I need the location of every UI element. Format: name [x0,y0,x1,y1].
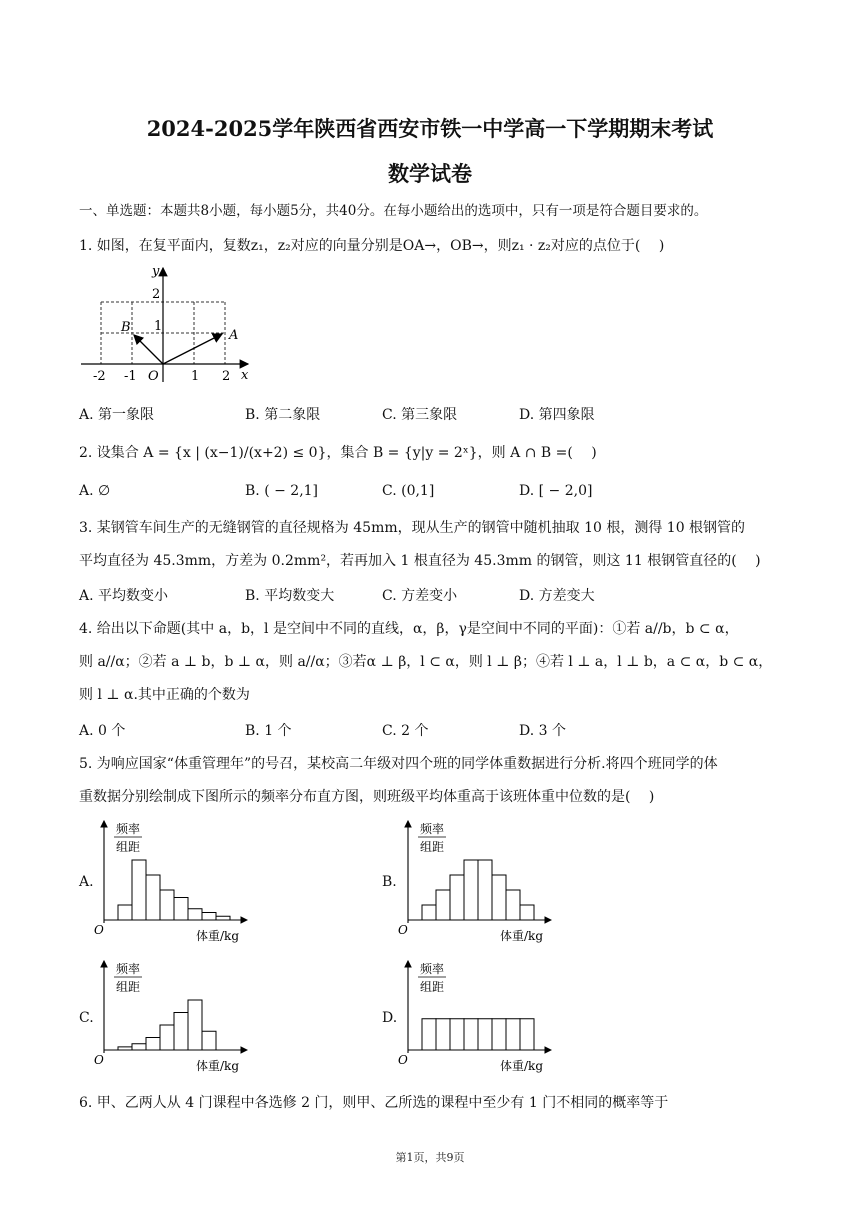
histogram-bar [450,1019,464,1050]
q2-option-a: A. ∅ [79,483,111,499]
section-heading: 一、单选题：本题共8小题，每小题5分，共40分。在每小题给出的选项中，只有一项是符合题目要求的。 [79,203,708,219]
q2-option-c: C. (0,1] [382,483,435,499]
point-a-label: A [229,328,239,343]
histogram-bar [478,860,492,920]
histogram-bar [436,890,450,920]
ylabel-top: 频率 [420,962,445,976]
paper-title: 2024-2025学年陕西省西安市铁一中学高一下学期期末考试 [146,116,714,141]
histogram-bar [506,1019,520,1050]
q5-line-2: 重数据分别绘制成下图所示的频率分布直方图，则班级平均体重高于该班体重中位数的是( ) [79,789,655,805]
y-axis-label: y [152,264,160,279]
q5-label-b: B. [382,874,397,890]
histogram-bar [506,890,520,920]
histogram-bar [492,1019,506,1050]
q4-line-1: 4. 给出以下命题(其中 a，b，l 是空间中不同的直线，α，β，γ是空间中不同的平面)：①若 a//b，b ⊂ α， [79,621,739,637]
q4-option-b: B. 1 个 [245,723,292,739]
xlabel: 体重/kg [500,1059,543,1073]
x-tick-neg1: -1 [124,369,137,384]
origin-label: O [398,1053,408,1067]
q1-complex-plane-figure [76,262,261,387]
point-b-label: B [121,320,131,335]
histogram-bar [160,1025,174,1050]
q5-label-d: D. [382,1010,398,1026]
histogram-bar [422,1019,436,1050]
histogram-bar [478,1019,492,1050]
xlabel: 体重/kg [196,1059,239,1073]
q3-option-a: A. 平均数变小 [79,588,169,604]
histogram-bar [450,875,464,920]
q3-option-d: D. 方差变大 [519,588,595,604]
vector-ob [134,335,163,364]
q5-histogram-b [396,815,556,945]
q5-label-c: C. [79,1010,94,1026]
histogram-bar [132,1044,146,1050]
histogram-bar [492,875,506,920]
origin-label: O [148,369,159,384]
q1-option-d: D. 第四象限 [519,407,595,423]
q4-line-2: 则 a//α；②若 a ⊥ b，b ⊥ α，则 a//α；③若α ⊥ β，l ⊂ α，则 l ⊥ β；④若 l ⊥ a，l ⊥ b，a ⊂ α，b ⊂ α， [79,654,773,670]
origin-label: O [94,923,104,937]
histogram-bar [188,1000,202,1050]
x-tick-1: 1 [191,369,200,384]
histogram-bar [118,905,132,920]
q4-option-c: C. 2 个 [382,723,429,739]
q2-option-d: D. [ − 2,0] [519,483,593,499]
q1-option-a: A. 第一象限 [79,407,155,423]
histogram-bar [216,916,230,920]
q5-histogram-a [92,815,252,945]
x-tick-2: 2 [222,369,231,384]
histogram-bar [188,909,202,920]
x-axis-label: x [241,368,249,383]
histogram-bar [520,905,534,920]
q4-option-a: A. 0 个 [79,723,126,739]
q5-line-1: 5. 为响应国家“体重管理年”的号召，某校高二年级对四个班的同学体重数据进行分析.将四个班同学的体 [79,756,718,772]
q5-histogram-d [396,955,556,1075]
q1-stem: 1. 如图，在复平面内，复数z₁，z₂对应的向量分别是OA→，OB→，则z₁ · z₂对应的点位于( ) [79,238,665,254]
q2-option-b: B. ( − 2,1] [245,483,319,499]
vector-oa [163,334,222,364]
histogram-bar [174,1013,188,1051]
origin-label: O [94,1053,104,1067]
page-footer: 第1页，共9页 [395,1151,465,1164]
q1-option-b: B. 第二象限 [245,407,321,423]
xlabel: 体重/kg [196,929,239,943]
ylabel-bottom: 组距 [420,980,445,994]
q5-histogram-c [92,955,252,1075]
q4-line-3: 则 l ⊥ α.其中正确的个数为 [79,687,250,703]
q2-stem: 2. 设集合 A = {x | (x−1)/(x+2) ≤ 0}，集合 B = {y|y = 2ˣ}，则 A ∩ B =( ) [79,445,597,461]
paper-subtitle: 数学试卷 [388,161,472,186]
histogram-bar [436,1019,450,1050]
histogram-bar [520,1019,534,1050]
ylabel-bottom: 组距 [420,840,445,854]
q1-option-c: C. 第三象限 [382,407,458,423]
histogram-bar [132,860,146,920]
histogram-bar [118,1047,132,1050]
histogram-bar [422,905,436,920]
histogram-bar [146,1038,160,1051]
ylabel-bottom: 组距 [116,840,141,854]
origin-label: O [398,923,408,937]
q6-stem: 6. 甲、乙两人从 4 门课程中各选修 2 门，则甲、乙所选的课程中至少有 1 门不相同的概率等于 [79,1095,669,1111]
x-tick-neg2: -2 [93,369,106,384]
y-tick-1: 1 [154,319,163,334]
ylabel-top: 频率 [116,822,141,836]
q5-label-a: A. [79,874,94,890]
q4-option-d: D. 3 个 [519,723,566,739]
q3-line-1: 3. 某钢管车间生产的无缝钢管的直径规格为 45mm，现从生产的钢管中随机抽取 10 根，测得 10 根钢管的 [79,520,746,536]
histogram-bar [174,898,188,921]
q3-option-b: B. 平均数变大 [245,588,335,604]
histogram-bar [464,860,478,920]
q3-line-2: 平均直径为 45.3mm，方差为 0.2mm²，若再加入 1 根直径为 45.3mm 的钢管，则这 11 根钢管直径的( ) [79,553,761,569]
ylabel-top: 频率 [420,822,445,836]
y-tick-2: 2 [152,287,161,302]
histogram-bar [146,875,160,920]
q3-option-c: C. 方差变小 [382,588,458,604]
ylabel-top: 频率 [116,962,141,976]
histogram-bar [202,913,216,921]
ylabel-bottom: 组距 [116,980,141,994]
histogram-bar [160,890,174,920]
xlabel: 体重/kg [500,929,543,943]
histogram-bar [464,1019,478,1050]
histogram-bar [202,1031,216,1050]
